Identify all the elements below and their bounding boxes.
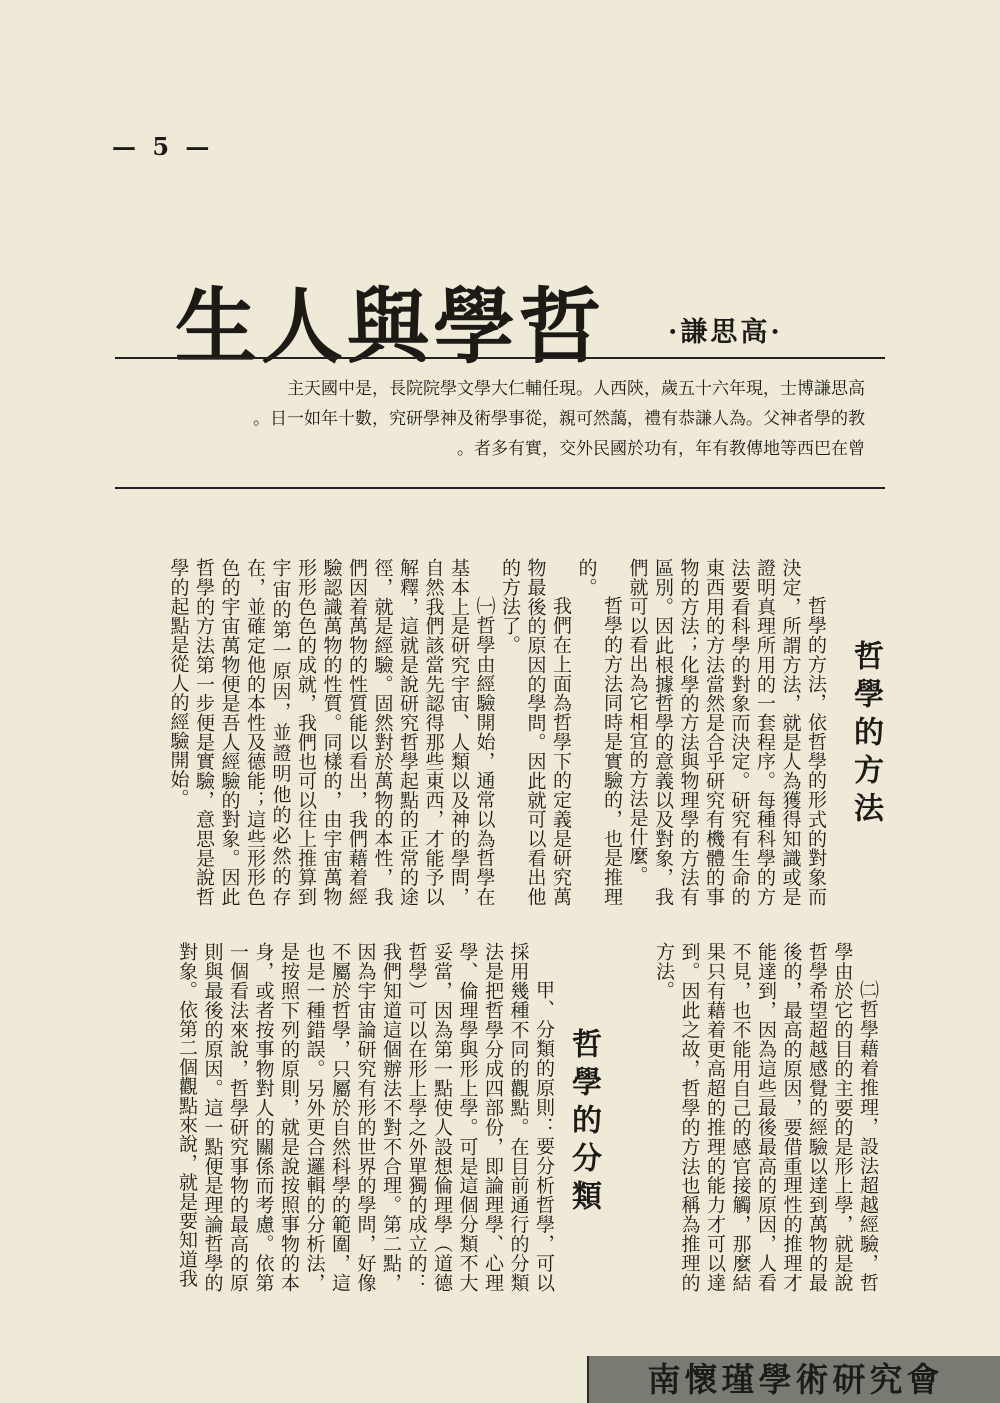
header-rule-top: [115, 357, 885, 359]
paragraph: ㈡哲學藉着推理，設法超越經驗，哲學由於它的目的主要的是形上學，就是說哲學希望超越感覺的經驗以達到萬物的最後的，最高的原因，要借重理性的推理才能達到，因為這些最後最高的原因，人看不見，也不能用自己的感官接觸，那麼結果只有藉着更高超的推理的能力才可以達到。因此之故，哲學的方法也稱為推理的方法。: [653, 942, 879, 1292]
article-author: ·高思謙·: [668, 317, 783, 348]
paragraph: 哲學的方法，依哲學的形式的對象而決定，所謂方法，就是人為獲得知識或是證明真理所用的一套程序。每種科學的方法要看科學的對象而決定。研究有生命的東西用的方法當然是合乎研究有機體的事物的方法；化學的方法與物理學的方法有區別。因此根據哲學的意義以及對象，我們就可以看出為它相宜的方法是什麼。: [626, 558, 827, 906]
page-number: — 5 —: [112, 132, 214, 161]
body-text-lower-right: [612, 942, 880, 1292]
watermark-stamp: 南懷瑾學術研究會: [587, 1356, 1000, 1403]
paragraph: ㈠哲學由經驗開始，通常以為哲學在基本上是研究宇宙、人類以及神的學問，自然我們該當先認得那些東西，才能予以解釋，這就是說研究哲學起點的正常的途徑，就是經驗。固然對於萬物的本性，我們因着萬物的性質能以看出，我們藉着經驗認識萬物的性質。同樣的，由宇宙萬物形形色色的成就，我們也可以往上推算到宇宙的第一原因，並證明他的必然的存在，並確定他的本性及德能；這些形形色色的宇宙萬物便是吾人經驗的對象。因此哲學的方法第一步便是實驗，意思是說哲學的起點是從人的經驗開始。: [167, 558, 496, 906]
paragraph: 哲學的方法同時是實驗的，也是推理的。: [575, 558, 623, 906]
paragraph: 甲、分類的原則：要分析哲學，可以採用幾種不同的觀點。在目前通行的分類法是把哲學分成四部份，即論理學、心理學、倫理學與形上學。可是這個分類不大妥當，因為第一點使人設想倫理學（道德哲學）可以在形上學之外單獨的成立的：我們知道這個辦法不對不合理。第二點，因為宇宙論研究有形的世界的學問，好像不屬於哲學，只屬於自然科學的範圍，這也是一種錯誤。另外更合邏輯的分析法，是按照下列的原則，就是說按照事物的本身，或者按事物對人的關係而考慮。依第一個看法來說，哲學研究事物的最高的原則與最後的原因。這一點便是理論哲學的對象。依第二個觀點來說，就是要知道我: [176, 942, 555, 1292]
body-text-upper: [108, 558, 828, 906]
author-bio-line: 高思謙博士，現年六十五歲，陝西人。現任輔仁大學文學院院長，是中國天主: [287, 379, 865, 399]
header-rule-bottom: [115, 487, 885, 489]
section-heading-division: 哲學的分類: [566, 1028, 601, 1218]
paragraph: 我們在上面為哲學下的定義是研究萬物最後的原因的學問。因此就可以看出他的方法了。: [499, 558, 572, 906]
author-bio-line: 曾在巴西等地傳教有年，有功於國民外交，實有多者。: [457, 439, 865, 459]
author-bio: [140, 376, 865, 466]
article-title: 哲學與人生: [175, 279, 606, 375]
section-heading-method: 哲學的方法: [848, 640, 883, 830]
author-bio-line: 教的學者神父。為人謙恭有禮，藹然可親，從事學術及神學研究，數十年如一日。: [253, 409, 865, 429]
body-text-lower-left: [108, 942, 556, 1292]
